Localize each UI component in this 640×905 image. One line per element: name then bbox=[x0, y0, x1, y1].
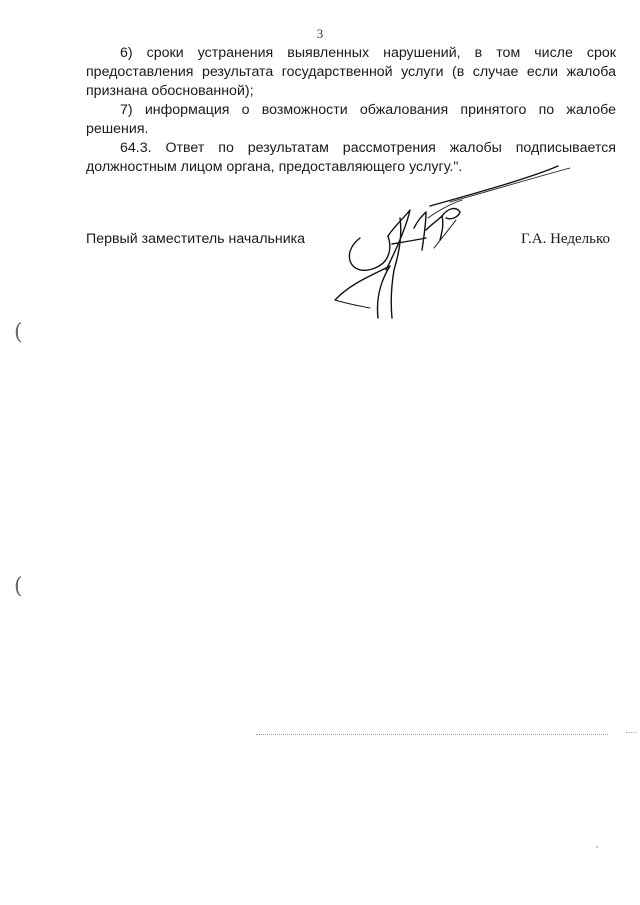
page-number: 3 bbox=[316, 26, 324, 41]
scan-artifact bbox=[626, 732, 636, 733]
paragraph-item-6: 6) сроки устранения выявленных нарушений, в том числе срок предоставления результата государственной услуги (в случае если жалоба признана обоснованной); bbox=[86, 45, 616, 99]
paragraph-item-7: 7) информация о возможности обжалования принятого по жалобе решения. bbox=[86, 102, 616, 137]
paragraph-64-3: 64.3. Ответ по результатам рассмотрения жалобы подписывается должностным лицом органа, предоставляющего услугу.". bbox=[86, 140, 616, 175]
signer-name: Г.А. Неделько bbox=[521, 231, 610, 247]
punch-hole-mark: ( bbox=[14, 574, 23, 599]
scan-artifact bbox=[596, 846, 598, 848]
handwritten-signature bbox=[330, 158, 592, 326]
scan-dotted-line bbox=[256, 734, 608, 735]
signer-title: Первый заместитель начальника bbox=[86, 231, 306, 247]
punch-hole-mark: ( bbox=[14, 320, 23, 345]
